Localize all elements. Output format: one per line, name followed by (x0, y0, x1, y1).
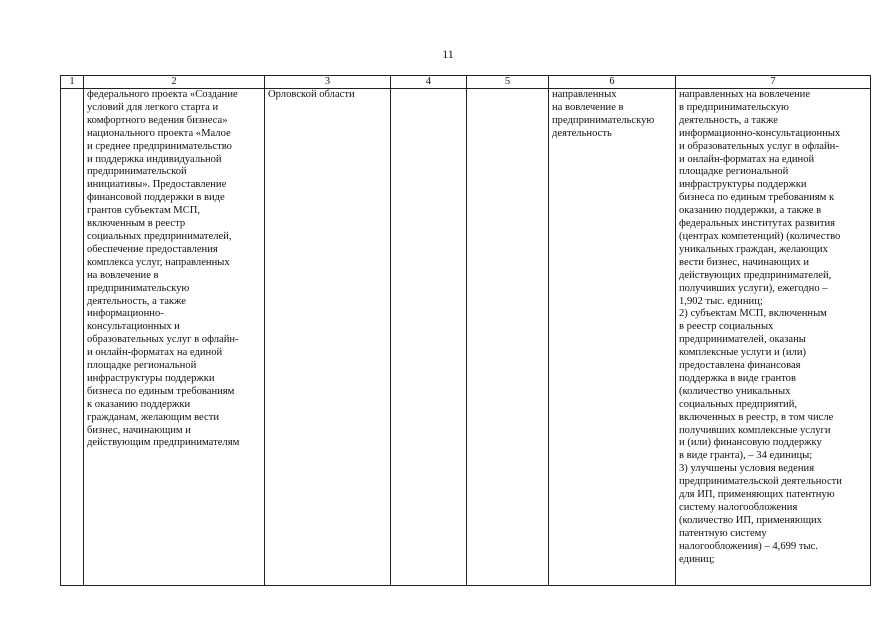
text-line: (количество уникальных (679, 385, 791, 397)
column-header-3: 3 (265, 76, 391, 89)
text-line: обеспечение предоставления (87, 243, 218, 255)
text-line: в реестр социальных (679, 321, 774, 333)
text-line: 1,902 тыс. единиц; (679, 295, 763, 307)
text-line: и (или) финансовую поддержку (679, 437, 822, 449)
text-line: бизнеса по единым требованиям к (679, 192, 835, 204)
text-line: инициативы». Предоставление (87, 179, 227, 191)
text-line: предоставлена финансовая (679, 360, 801, 372)
text-line: предпринимательскую (87, 282, 190, 294)
text-line: направленных (552, 89, 617, 100)
column-header-7: 7 (676, 76, 871, 89)
text-line: бизнес, начинающим и (87, 424, 191, 436)
text-line: консультационных и (87, 321, 180, 333)
text-line: предпринимательской деятельности (679, 476, 842, 488)
column-header-1: 1 (61, 76, 84, 89)
text-line: поддержка в виде грантов (679, 372, 796, 384)
text-line: единиц; (679, 553, 715, 565)
text-line: инфраструктуры поддержки (679, 179, 807, 191)
text-line: площадке региональной (87, 360, 197, 372)
text-line: гражданам, желающим вести (87, 411, 219, 423)
text-line: действующим предпринимателям (87, 437, 240, 449)
text-line: 3) улучшены условия ведения (679, 463, 815, 475)
text-line: получивших услуги), ежегодно – (679, 282, 828, 294)
cell-col4 (391, 89, 467, 586)
text-line: на вовлечение в (87, 269, 159, 281)
text-line: налогообложения) – 4,699 тыс. (679, 540, 818, 552)
cell-col2 (84, 89, 265, 586)
document-table (60, 75, 871, 586)
text-line: и среднее предпринимательство (87, 140, 232, 152)
text-line: систему налогообложения (679, 502, 798, 513)
text-line: социальных предпринимателей, (87, 230, 232, 242)
text-line: деятельность, а также (679, 114, 778, 126)
text-line: инфраструктуры поддержки (87, 372, 215, 384)
text-line: информационно- (87, 308, 164, 320)
cell-col7 (676, 89, 871, 586)
text-line: действующих предпринимателей, (679, 269, 832, 281)
text-line: на вовлечение в (552, 101, 624, 113)
text-line: и онлайн-форматах на единой (87, 347, 223, 359)
text-line: предпринимательскую (552, 114, 655, 126)
text-line: грантов субъектам МСП, (87, 205, 201, 217)
text-line: и поддержка индивидуальной (87, 153, 222, 165)
text-line: оказанию поддержки, а также в (679, 205, 822, 217)
column-header-5: 5 (467, 76, 549, 89)
text-line: комфортного ведения бизнеса» (87, 114, 228, 126)
text-line: комплекса услуг, направленных (87, 256, 230, 268)
text-line: вести бизнес, начинающих и (679, 256, 810, 268)
cell-col1 (61, 89, 84, 586)
text-line: федеральных институтах развития (679, 218, 836, 230)
text-line: Орловской области (268, 89, 355, 100)
text-line: и онлайн-форматах на единой (679, 153, 815, 165)
text-line: включенных в реестр, в том числе (679, 411, 834, 423)
column-header-2: 2 (84, 76, 265, 89)
cell-col3 (265, 89, 391, 586)
text-line: включенным в реестр (87, 218, 186, 230)
column-header-6: 6 (549, 76, 676, 89)
text-line: деятельность, а также (87, 295, 186, 307)
text-line: 2) субъектам МСП, включенным (679, 308, 827, 320)
text-line: получивших комплексные услуги (679, 424, 831, 436)
text-line: предпринимательской (87, 166, 187, 178)
text-line: условий для легкого старта и (87, 101, 219, 113)
text-line: площадке региональной (679, 166, 789, 178)
text-line: в предпринимательскую (679, 101, 789, 113)
text-line: предпринимателей, оказаны (679, 334, 806, 346)
text-line: бизнеса по единым требованиям (87, 385, 235, 397)
text-line: направленных на вовлечение (679, 89, 811, 100)
text-line: образовательных услуг в офлайн- (87, 334, 239, 346)
text-line: финансовой поддержки в виде (87, 192, 225, 204)
text-line: социальных предприятий, (679, 398, 798, 410)
table-row (61, 89, 871, 586)
text-line: (центрах компетенций) (количество (679, 230, 841, 242)
text-line: для ИП, применяющих патентную (679, 489, 835, 501)
text-line: уникальных граждан, желающих (679, 243, 828, 255)
text-line: национального проекта «Малое (87, 127, 231, 139)
page-number: 11 (442, 47, 454, 61)
text-line: федерального проекта «Создание (87, 89, 238, 100)
text-line: патентную систему (679, 527, 767, 539)
text-line: в виде гранта), – 34 единицы; (679, 450, 813, 462)
column-header-4: 4 (391, 76, 467, 89)
cell-col6 (549, 89, 676, 586)
text-line: комплексные услуги и (или) (679, 347, 807, 359)
text-line: (количество ИП, применяющих (679, 514, 822, 526)
text-line: к оказанию поддержки (87, 398, 191, 410)
text-line: деятельность (552, 127, 612, 139)
text-line: и образовательных услуг в офлайн- (679, 140, 839, 152)
cell-col5 (467, 89, 549, 586)
text-line: информационно-консультационных (679, 127, 841, 139)
header-row (61, 76, 871, 89)
